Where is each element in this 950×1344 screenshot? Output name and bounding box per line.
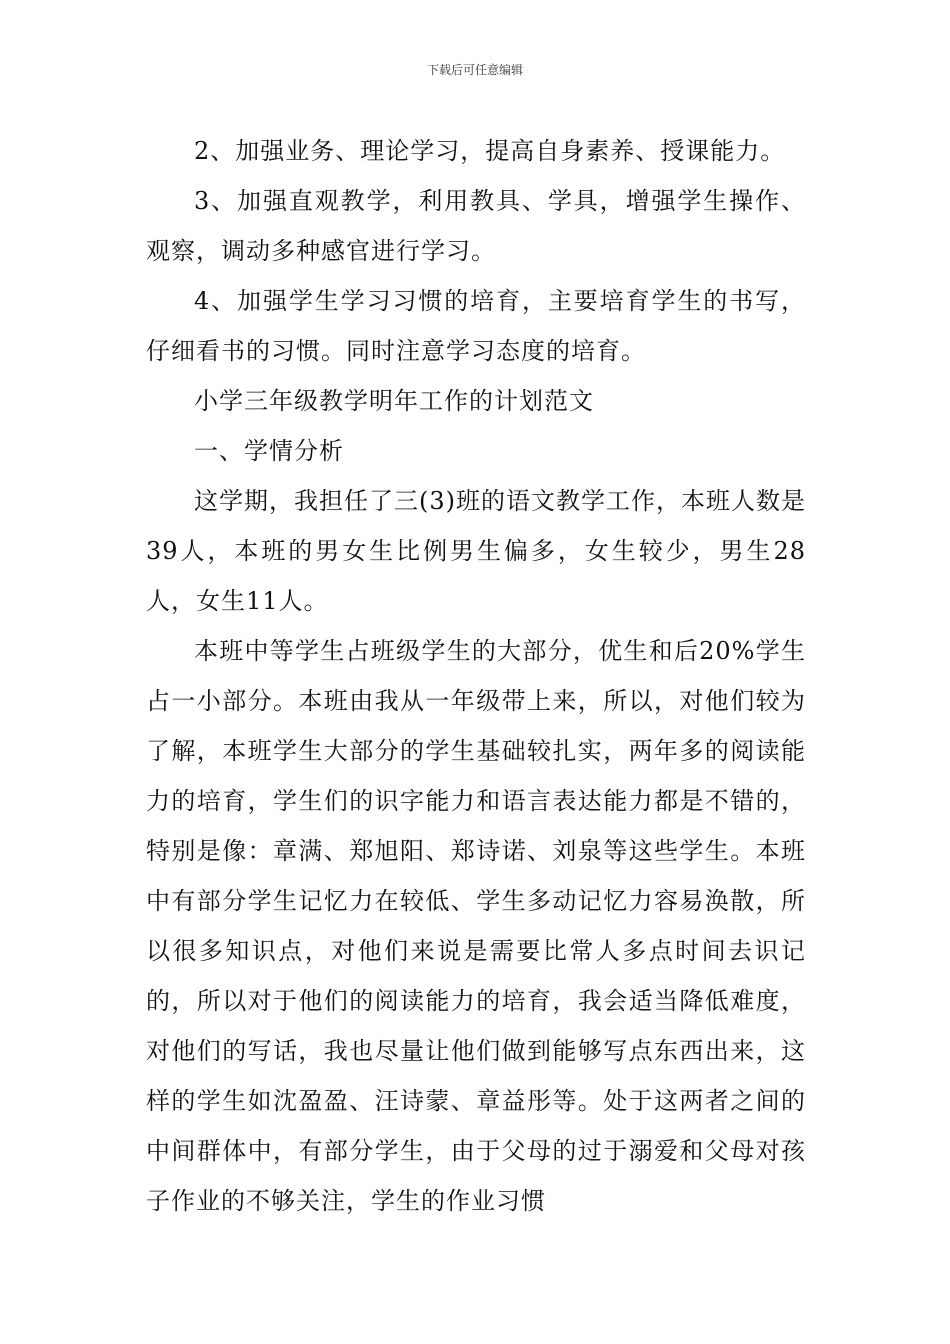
paragraph-class-info: 这学期，我担任了三(3)班的语文教学工作，本班人数是39人，本班的男女生比例男生偏多，女生较少，男生28人，女生11人。 <box>146 487 806 615</box>
section-title: 小学三年级教学明年工作的计划范文 <box>194 387 594 415</box>
paragraph-item-2: 2、加强业务、理论学习，提高自身素养、授课能力。 <box>194 137 786 165</box>
paragraph-item-3: 3、加强直观教学，利用教具、学具，增强学生操作、观察，调动多种感官进行学习。 <box>146 187 806 265</box>
section-heading-analysis: 一、学情分析 <box>194 437 344 465</box>
document-body <box>146 126 806 1226</box>
page-header: 下载后可任意编辑 <box>426 63 523 77</box>
paragraph-student-analysis: 本班中等学生占班级学生的大部分，优生和后20%学生占一小部分。本班由我从一年级带上来，所以，对他们较为了解，本班学生大部分的学生基础较扎实，两年多的阅读能力的培育，学生们的识字能力和语言表达能力都是不错的，特别是像：章满、郑旭阳、郑诗诺、刘泉等这些学生。本班中有部分学生记忆力在较低、学生多动记忆力容易涣散，所以很多知识点，对他们来说是需要比常人多点时间去识记的，所以对于他们的阅读能力的培育，我会适当降低难度，对他们的写话，我也尽量让他们做到能够写点东西出来，这样的学生如沈盈盈、汪诗蒙、章益彤等。处于这两者之间的中间群体中，有部分学生，由于父母的过于溺爱和父母对孩子作业的不够关注，学生的作业习惯 <box>146 637 806 1215</box>
paragraph-item-4: 4、加强学生学习习惯的培育，主要培育学生的书写，仔细看书的习惯。同时注意学习态度的培育。 <box>146 287 806 365</box>
